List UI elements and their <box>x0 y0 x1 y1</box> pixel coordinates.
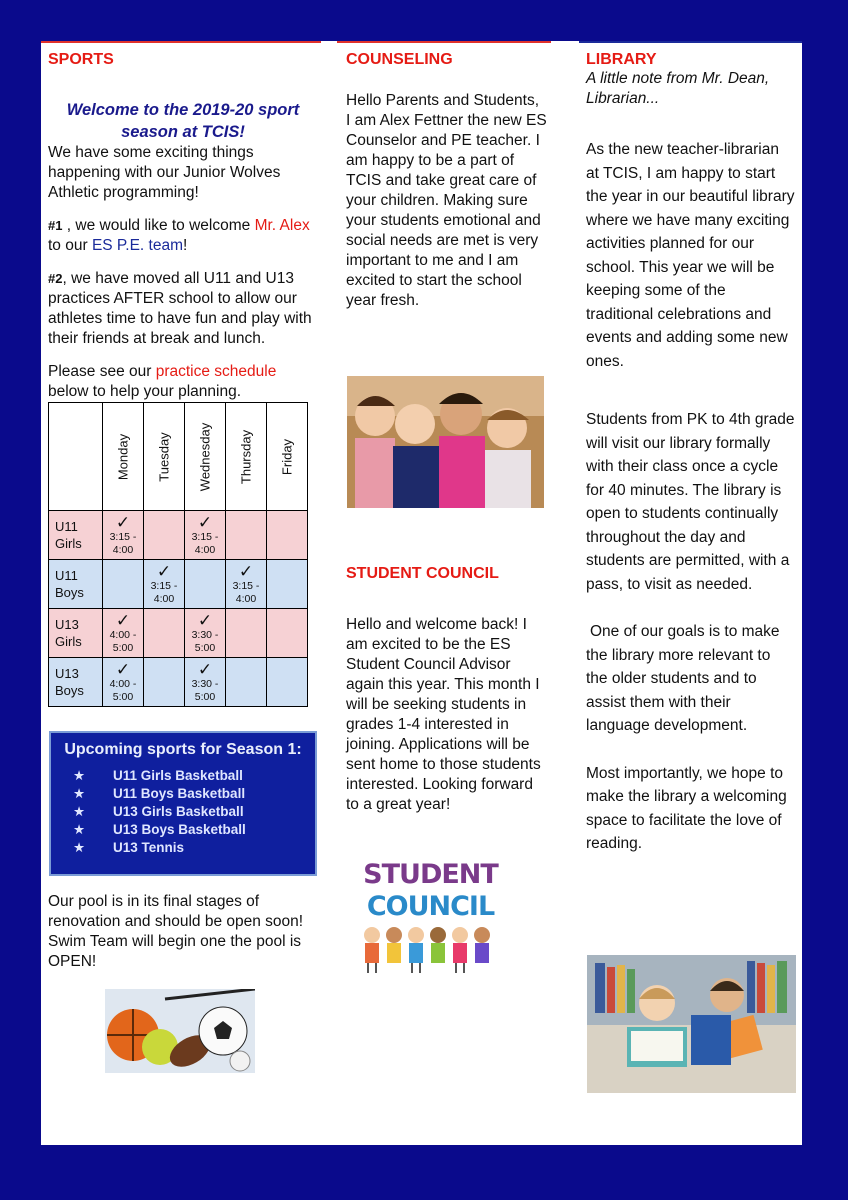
sports-para-2 <box>48 269 318 349</box>
star-icon: ★ <box>73 840 86 855</box>
schedule-cell <box>103 560 144 609</box>
row-label: U11 Girls <box>49 511 103 560</box>
num-2: #2 <box>48 271 63 286</box>
library-para-3: One of our goals is to make the library more relevant to the older students and to assist them with their language development. <box>586 623 780 734</box>
day-header: Tuesday <box>144 403 185 511</box>
row-label: U13 Boys <box>49 658 103 707</box>
counseling-heading: COUNSELING <box>346 51 453 68</box>
library-para-2: Students from PK to 4th grade will visit our library formally with their class once a cycle for 40 minutes. The library is open to students continually throughout the day and students are permitted, with a pass, to visit as needed. <box>586 411 795 593</box>
list-item: ★ U13 Girls Basketball <box>73 804 244 819</box>
day-header: Thursday <box>226 403 267 511</box>
library-subtitle: A little note from Mr. Dean, Librarian... <box>586 70 770 107</box>
schedule-cell: ✓ 4:00 - 5:00 <box>103 609 144 658</box>
mr-alex-link: Mr. Alex <box>254 217 310 234</box>
counseling-greeting: Hello Parents and Students, <box>346 92 540 109</box>
day-header: Wednesday <box>185 403 226 511</box>
schedule-cell <box>185 560 226 609</box>
schedule-cell <box>267 511 308 560</box>
schedule-cell <box>267 658 308 707</box>
upcoming-sports-box <box>49 731 317 876</box>
schedule-cell <box>267 609 308 658</box>
sports-balls-image <box>105 989 255 1073</box>
schedule-cell <box>226 511 267 560</box>
list-item: ★ U13 Boys Basketball <box>73 822 246 837</box>
sports-intro: We have some exciting things happening with our Junior Wolves Athletic programming! <box>48 144 281 201</box>
list-item: ★ U13 Tennis <box>73 840 185 855</box>
sports-column <box>48 41 318 970</box>
schedule-cell: ✓ 3:30 - 5:00 <box>185 609 226 658</box>
p1-text-a: , we would like to welcome <box>62 217 255 234</box>
sports-para-3 <box>48 362 318 402</box>
schedule-cell <box>144 609 185 658</box>
schedule-cell: ✓ 4:00 - 5:00 <box>103 658 144 707</box>
pool-text: Our pool is in its final stages of renovation and should be open soon! Swim Team will begin one the pool is OPEN! <box>48 893 304 970</box>
schedule-cell: ✓ 3:15 - 4:00 <box>185 511 226 560</box>
council-heading: STUDENT COUNCIL <box>346 565 499 582</box>
p1-text-b: to our <box>48 237 92 254</box>
schedule-cell: ✓ 3:30 - 5:00 <box>185 658 226 707</box>
sports-welcome: Welcome to the 2019-20 sport season at TCIS! <box>66 101 300 141</box>
star-icon: ★ <box>73 804 86 819</box>
schedule-cell: ✓ 3:15 - 4:00 <box>103 511 144 560</box>
library-reading-photo <box>587 955 796 1093</box>
day-header: Monday <box>103 403 144 511</box>
schedule-cell: ✓ 3:15 - 4:00 <box>226 560 267 609</box>
schedule-row-u13-boys <box>49 658 308 707</box>
day-header: Friday <box>267 403 308 511</box>
p3-text-a: Please see our <box>48 363 156 380</box>
pe-team-text: ES P.E. team <box>91 237 183 254</box>
schedule-row-u13-girls <box>49 609 308 658</box>
logo-line-1: STUDENT <box>363 859 498 890</box>
children-photo <box>347 376 544 508</box>
list-item: ★ U11 Girls Basketball <box>73 768 243 783</box>
p2-text: , we have moved all U11 and U13 practices AFTER school to allow our athletes time to have fun and play with their friends at break and lunch. <box>48 270 312 347</box>
practice-schedule-table <box>48 402 308 707</box>
library-para-4: Most importantly, we hope to make the library a welcoming space to facilitate the love of reading. <box>586 764 787 852</box>
student-council-logo <box>358 859 503 999</box>
schedule-cell <box>226 658 267 707</box>
star-icon: ★ <box>73 822 86 837</box>
schedule-cell <box>226 609 267 658</box>
schedule-row-u11-boys <box>49 560 308 609</box>
schedule-cell <box>144 658 185 707</box>
counseling-body: I am Alex Fettner the new ES Counselor and PE teacher. I am happy to be a part of TCIS and take great care of your children. Making sure your students emotional and social needs are met is very important to me and I am excited to start the school year fresh. <box>346 112 547 309</box>
council-body: Hello and welcome back! I am excited to be the ES Student Council Advisor again this year. This month I will be seeking students in grades 1-4 interested in joining. Applications will be sent home to those students interested. Looking forward to a great year! <box>346 616 541 813</box>
schedule-cell <box>144 511 185 560</box>
num-1: #1 <box>48 218 63 233</box>
list-item: ★ U11 Boys Basketball <box>73 786 246 801</box>
upcoming-title: Upcoming sports for Season 1: <box>64 741 302 758</box>
practice-schedule-text: practice schedule <box>155 363 277 380</box>
schedule-row-u11-girls <box>49 511 308 560</box>
row-label: U11 Boys <box>49 560 103 609</box>
upcoming-list <box>73 767 315 857</box>
p3-text-b: below to help your planning. <box>48 383 242 400</box>
sports-para-1 <box>48 216 318 256</box>
schedule-cell <box>267 560 308 609</box>
library-para-1: As the new teacher-librarian at TCIS, I am happy to start the year in our beautiful library where we have many exciting activities planned for our school. This year we will be keeping some of the traditional celebrations and events and adding some new ones. <box>586 141 795 370</box>
row-label: U13 Girls <box>49 609 103 658</box>
library-column <box>586 41 796 856</box>
kids-illustration <box>358 923 503 983</box>
library-heading: LIBRARY <box>586 51 657 68</box>
star-icon: ★ <box>73 768 86 783</box>
sports-heading: SPORTS <box>48 51 114 68</box>
counseling-column <box>346 41 548 922</box>
star-icon: ★ <box>73 786 86 801</box>
schedule-cell: ✓ 3:15 - 4:00 <box>144 560 185 609</box>
newsletter-page <box>41 41 802 1145</box>
p1-text-c: ! <box>183 237 188 254</box>
schedule-corner-cell <box>49 403 103 511</box>
logo-line-2: COUNCIL <box>366 891 495 922</box>
